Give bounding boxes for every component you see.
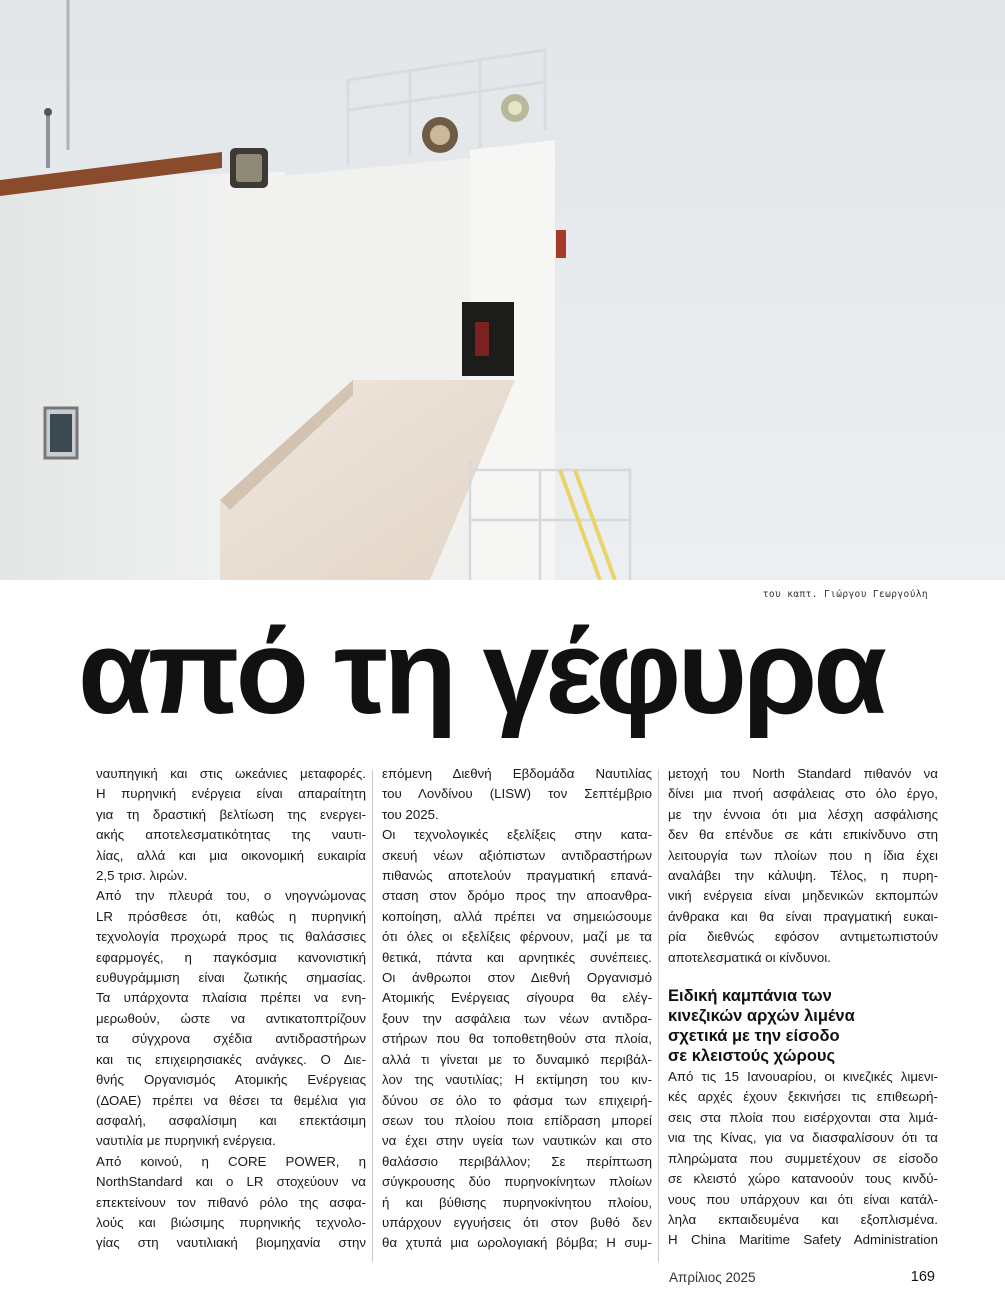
text-line: ευθυγράμμιση είναι ζωτικής σημασίας. (96, 970, 366, 986)
text-line: λούς και βιώσιμης πυρηνικής τεχνολο- (96, 1214, 366, 1230)
text-line: LR πρόσθεσε ότι, καθώς η πυρηνική (96, 908, 366, 924)
page-number: 169 (910, 1269, 935, 1285)
text-line: επόμενη Διεθνή Εβδομάδα Ναυτιλίας (382, 766, 652, 781)
text-line: τα σύγχρονα σχέδια αντιδραστήρων (96, 1031, 366, 1047)
text-line: θνής Οργανισμός Ατομικής Ενέργειας (96, 1072, 366, 1088)
ship-bridge-photo (0, 0, 1005, 580)
text-line: του 2025. (382, 806, 439, 822)
text-line: σε κλειστό χώρο κατανοούν τους κινδύ- (668, 1171, 938, 1187)
text-line: Από την πλευρά του, ο νηογνώμονας (96, 888, 366, 904)
text-line: για τη δραστική βελτίωση της ενεργει- (96, 806, 366, 822)
article-column-2 (382, 764, 652, 1254)
article-column-1 (96, 764, 366, 1254)
subheading-line: σχετικά με την είσοδο (668, 1027, 840, 1046)
page-headline: από τη γέφυρα (78, 605, 884, 739)
text-line: μετοχή του North Standard πιθανόν να (668, 766, 938, 781)
text-line: (ΔΟΑΕ) πρέπει να θέσει τα θεμέλια για (96, 1092, 366, 1108)
text-line: δύνου σε όλο το φάσμα των επιχειρή- (382, 1092, 652, 1108)
text-line: πληρώματα που συμμετέχουν σε είσοδο (668, 1150, 938, 1166)
subheading-line: κινεζικών αρχών λιμένα (668, 1007, 855, 1026)
subheading-line: Ειδική καμπάνια των (668, 987, 832, 1006)
text-line: με την έννοια ότι μια λέσχη ασφάλισης (668, 806, 938, 822)
text-line: ότι όλες οι εξελίξεις φέρνουν, μαζί με τα (382, 929, 652, 945)
text-line: πιθανώς αποτελούν πραγματική επανά- (382, 868, 652, 884)
text-line: 2,5 τρισ. λιρών. (96, 868, 188, 884)
text-line: νική ενέργεια είναι μηδενικών εκπομπών (668, 888, 938, 904)
text-line: νια της Κίνας, για να διασφαλίσουν ότι τα (668, 1130, 938, 1146)
text-line: άνθρακα και θα είναι πραγματική ευκαι- (668, 908, 938, 924)
text-line: Από τις 15 Ιανουαρίου, οι κινεζικές λιμενι- (668, 1069, 938, 1085)
text-line: ακής αποτελεσματικότητας της ναυτι- (96, 827, 366, 843)
text-line: ναυτιλία με πυρηνική ενέργεια. (96, 1133, 276, 1149)
text-line: αλλά τι γίνεται με το δυναμικό περιβάλ- (382, 1051, 652, 1067)
issue-date: Απρίλιος 2025 (669, 1270, 756, 1285)
text-line: θαλάσσιο περιβάλλον; Σε περίπτωση (382, 1153, 652, 1169)
text-line: να έχει στην υγεία των ναυτικών και στο (382, 1133, 652, 1149)
text-line: σύγκρουσης δύο πυρηνοκίνητων πλοίων (382, 1174, 652, 1190)
text-line: σταση στον δρόμο προς την αποανθρα- (382, 888, 652, 904)
article-column-3 (668, 764, 938, 1251)
text-line: δεν θα επένδυε σε κάτι επικίνδυνο στη (668, 827, 938, 843)
text-line: ξουν την ασφάλεια των νέων αντιδρα- (382, 1010, 652, 1026)
column-divider (658, 770, 659, 1262)
text-line: μερωθούν, ώστε να αντικατοπτρίζουν (96, 1010, 366, 1026)
text-line: νους που υπάρχουν και ότι είναι κατάλ- (668, 1191, 938, 1207)
text-line: Ατομικής Ενέργειας σίγουρα θα ελέγ- (382, 990, 652, 1006)
text-line: Η China Maritime Safety Administration (668, 1232, 938, 1248)
text-line: ρία διεθνώς εφόσον αντιμετωπιστούν (668, 929, 938, 945)
text-line: του Λονδίνου (LISW) τον Σεπτέμβριο (382, 786, 652, 802)
text-line: Τα υπάρχοντα πλαίσια πρέπει να ενη- (96, 990, 366, 1006)
text-line: NorthStandard και ο LR στοχεύουν να (96, 1174, 366, 1190)
text-line: ή και βύθισης πυρηνοκίνητου πλοίου, (382, 1194, 652, 1210)
text-line: σκευή νέων αξιόπιστων αντιδραστήρων (382, 847, 652, 863)
text-line: γίας στη ναυτιλιακή βιομηχανία στην (96, 1235, 366, 1251)
text-line: ασφαλή, ασφαλίσιμη και επεκτάσιμη (96, 1112, 366, 1128)
text-line: Οι άνθρωποι στον Διεθνή Οργανισμό (382, 970, 652, 986)
section-subheading (668, 986, 938, 1066)
text-line: αναλάβει την κάλυψη. Τέλος, η πυρη- (668, 868, 938, 884)
text-line: θετικά, πάντα και αρνητικές συνέπειες. (382, 949, 652, 965)
text-line: κοποίηση, αλλά πρέπει να σημειώσουμε (382, 908, 652, 924)
author-credit: του καπτ. Γιώργου Γεωργούλη (762, 589, 928, 600)
text-line: σεων του πλοίου ποια επίδραση μπορεί (382, 1112, 652, 1128)
text-line: και τις επιχειρησιακές ανάγκες. Ο Διε- (96, 1051, 366, 1067)
subheading-line: σε κλειστούς χώρους (668, 1047, 836, 1066)
text-line: εφαρμογές, η παγκόσμια κανονιστική (96, 949, 366, 965)
text-line: Οι τεχνολογικές εξελίξεις στην κατα- (382, 827, 652, 843)
text-line: δίνει μια πνοή ασφάλειας στο όλο έργο, (668, 786, 938, 802)
text-line: επεκτείνουν τον πιθανό ρόλο της ασφα- (96, 1194, 366, 1210)
column-divider (372, 770, 373, 1262)
text-line: λον της ναυτιλίας; Η εκτίμηση του κιν- (382, 1072, 652, 1088)
text-line: Από κοινού, η CORE POWER, η (96, 1153, 366, 1169)
text-line: Η πυρηνική ενέργεια είναι απαραίτητη (96, 786, 366, 802)
text-line: λίας, αλλά και μια οικονομική ευκαιρία (96, 847, 366, 863)
text-line: ναυπηγική και στις ωκεάνιες μεταφορές. (96, 766, 366, 781)
text-line: υπάρχουν εγγυήσεις ότι στον βυθό δεν (382, 1214, 652, 1230)
text-line: αποτελεσματικά οι κίνδυνοι. (668, 949, 831, 965)
text-line: στήρων που θα τοποθετηθούν στα πλοία, (382, 1031, 652, 1047)
text-line: λειτουργία των πλοίων που η ίδια έχει (668, 847, 938, 863)
text-line: τεχνολογία προχωρά προς τις θαλάσσιες (96, 929, 366, 945)
text-line: κές αρχές έχουν ξεκινήσει τις επιθεωρή- (668, 1089, 938, 1105)
text-line: θα χτυπά μια ωρολογιακή βόμβα; Η συμ- (382, 1235, 652, 1251)
text-line: ληλα εκπαιδευμένα και εξοπλισμένα. (668, 1211, 938, 1227)
text-line: σεις στα πλοία που εισέρχονται στα λιμά- (668, 1109, 938, 1125)
